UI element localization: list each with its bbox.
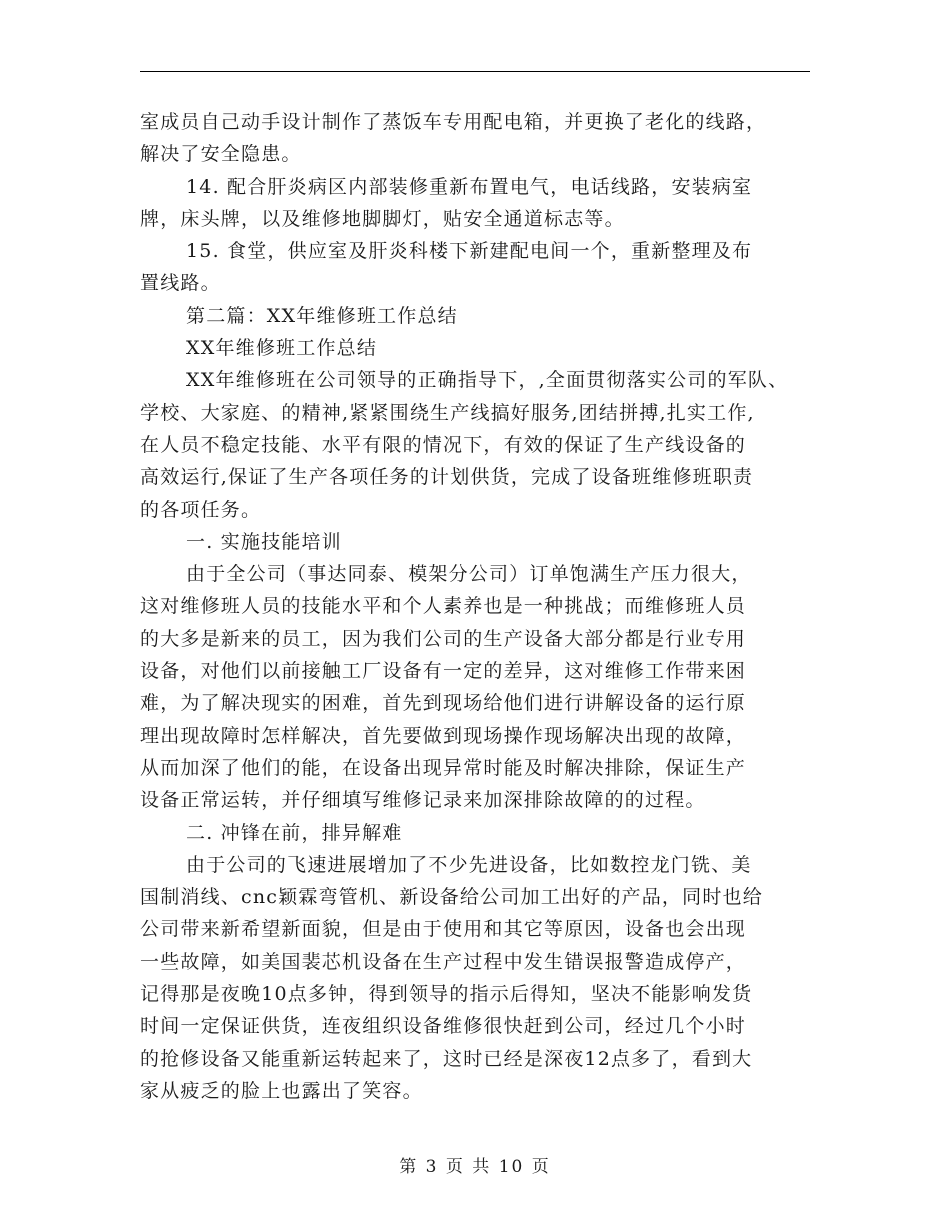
text-line: 国制消线、cnc颖霖弯管机、新设备给公司加工出好的产品，同时也给 [140, 886, 763, 909]
text-line: 从而加深了他们的能，在设备出现异常时能及时解决排除，保证生产 [140, 756, 747, 779]
text-line: 由于公司的飞速进展增加了不少先进设备，比如数控龙门铣、美 [186, 853, 752, 876]
page-footer: 第 3 页 共 10 页 [399, 1157, 551, 1177]
text-line: 公司带来新希望新面貌，但是由于使用和其它等原因，设备也会出现 [140, 918, 747, 941]
text-line: 的抢修设备又能重新运转起来了，这时已经是深夜12点多了，看到大 [140, 1047, 753, 1070]
text-line: 理出现故障时怎样解决，首先要做到现场操作现场解决出现的故障， [140, 724, 747, 747]
text-line: 第二篇：XX年维修班工作总结 [186, 304, 458, 327]
text-line: 由于全公司（事达同泰、模架分公司）订单饱满生产压力很大， [186, 563, 752, 586]
document-body [140, 106, 820, 1107]
header-rule [140, 71, 810, 72]
text-line: XX年维修班工作总结 [186, 337, 378, 360]
text-line: 记得那是夜晚10点多钟，得到领导的指示后得知，坚决不能影响发货 [140, 983, 753, 1006]
text-line: 设备正常运转，并仔细填写维修记录来加深排除故障的的过程。 [140, 789, 706, 812]
text-line: 在人员不稳定技能、水平有限的情况下，有效的保证了生产线设备的 [140, 433, 747, 456]
text-line: XX年维修班在公司领导的正确指导下，,全面贯彻落实公司的军队、 [186, 369, 789, 392]
text-line: 室成员自己动手设计制作了蒸饭车专用配电箱，并更换了老化的线路， [140, 111, 767, 133]
text-line: 14. 配合肝炎病区内部装修重新布置电气，电话线路，安装病室 [186, 175, 753, 198]
text-line: 一. 实施技能培训 [186, 530, 342, 553]
text-line: 置线路。 [140, 272, 221, 295]
text-line: 二. 冲锋在前，排异解难 [186, 821, 403, 844]
text-line: 的大多是新来的员工，因为我们公司的生产设备大部分都是行业专用 [140, 627, 747, 650]
text-line: 一些故障，如美国裴芯机设备在生产过程中发生错误报警造成停产， [140, 950, 747, 973]
text-line: 牌，床头牌，以及维修地脚脚灯，贴安全通道标志等。 [140, 207, 625, 230]
text-line: 家从疲乏的脸上也露出了笑容。 [140, 1079, 423, 1102]
text-line: 高效运行,保证了生产各项任务的计划供货，完成了设备班维修班职责 [140, 466, 754, 489]
text-line: 学校、大家庭、的精神,紧紧围绕生产线搞好服务,团结拼搏,扎实工作, [140, 401, 755, 424]
text-line: 的各项任务。 [140, 498, 262, 521]
text-line: 设备，对他们以前接触工厂设备有一定的差异，这对维修工作带来困 [140, 660, 747, 683]
text-line: 难，为了解决现实的困难，首先到现场给他们进行讲解设备的运行原 [140, 692, 747, 715]
text-line: 15. 食堂，供应室及肝炎科楼下新建配电间一个，重新整理及布 [186, 240, 753, 263]
text-line: 这对维修班人员的技能水平和个人素养也是一种挑战；而维修班人员 [140, 595, 747, 618]
text-line: 解决了安全隐患。 [140, 143, 302, 166]
text-line: 时间一定保证供货，连夜组织设备维修很快赶到公司，经过几个小时 [140, 1015, 747, 1038]
